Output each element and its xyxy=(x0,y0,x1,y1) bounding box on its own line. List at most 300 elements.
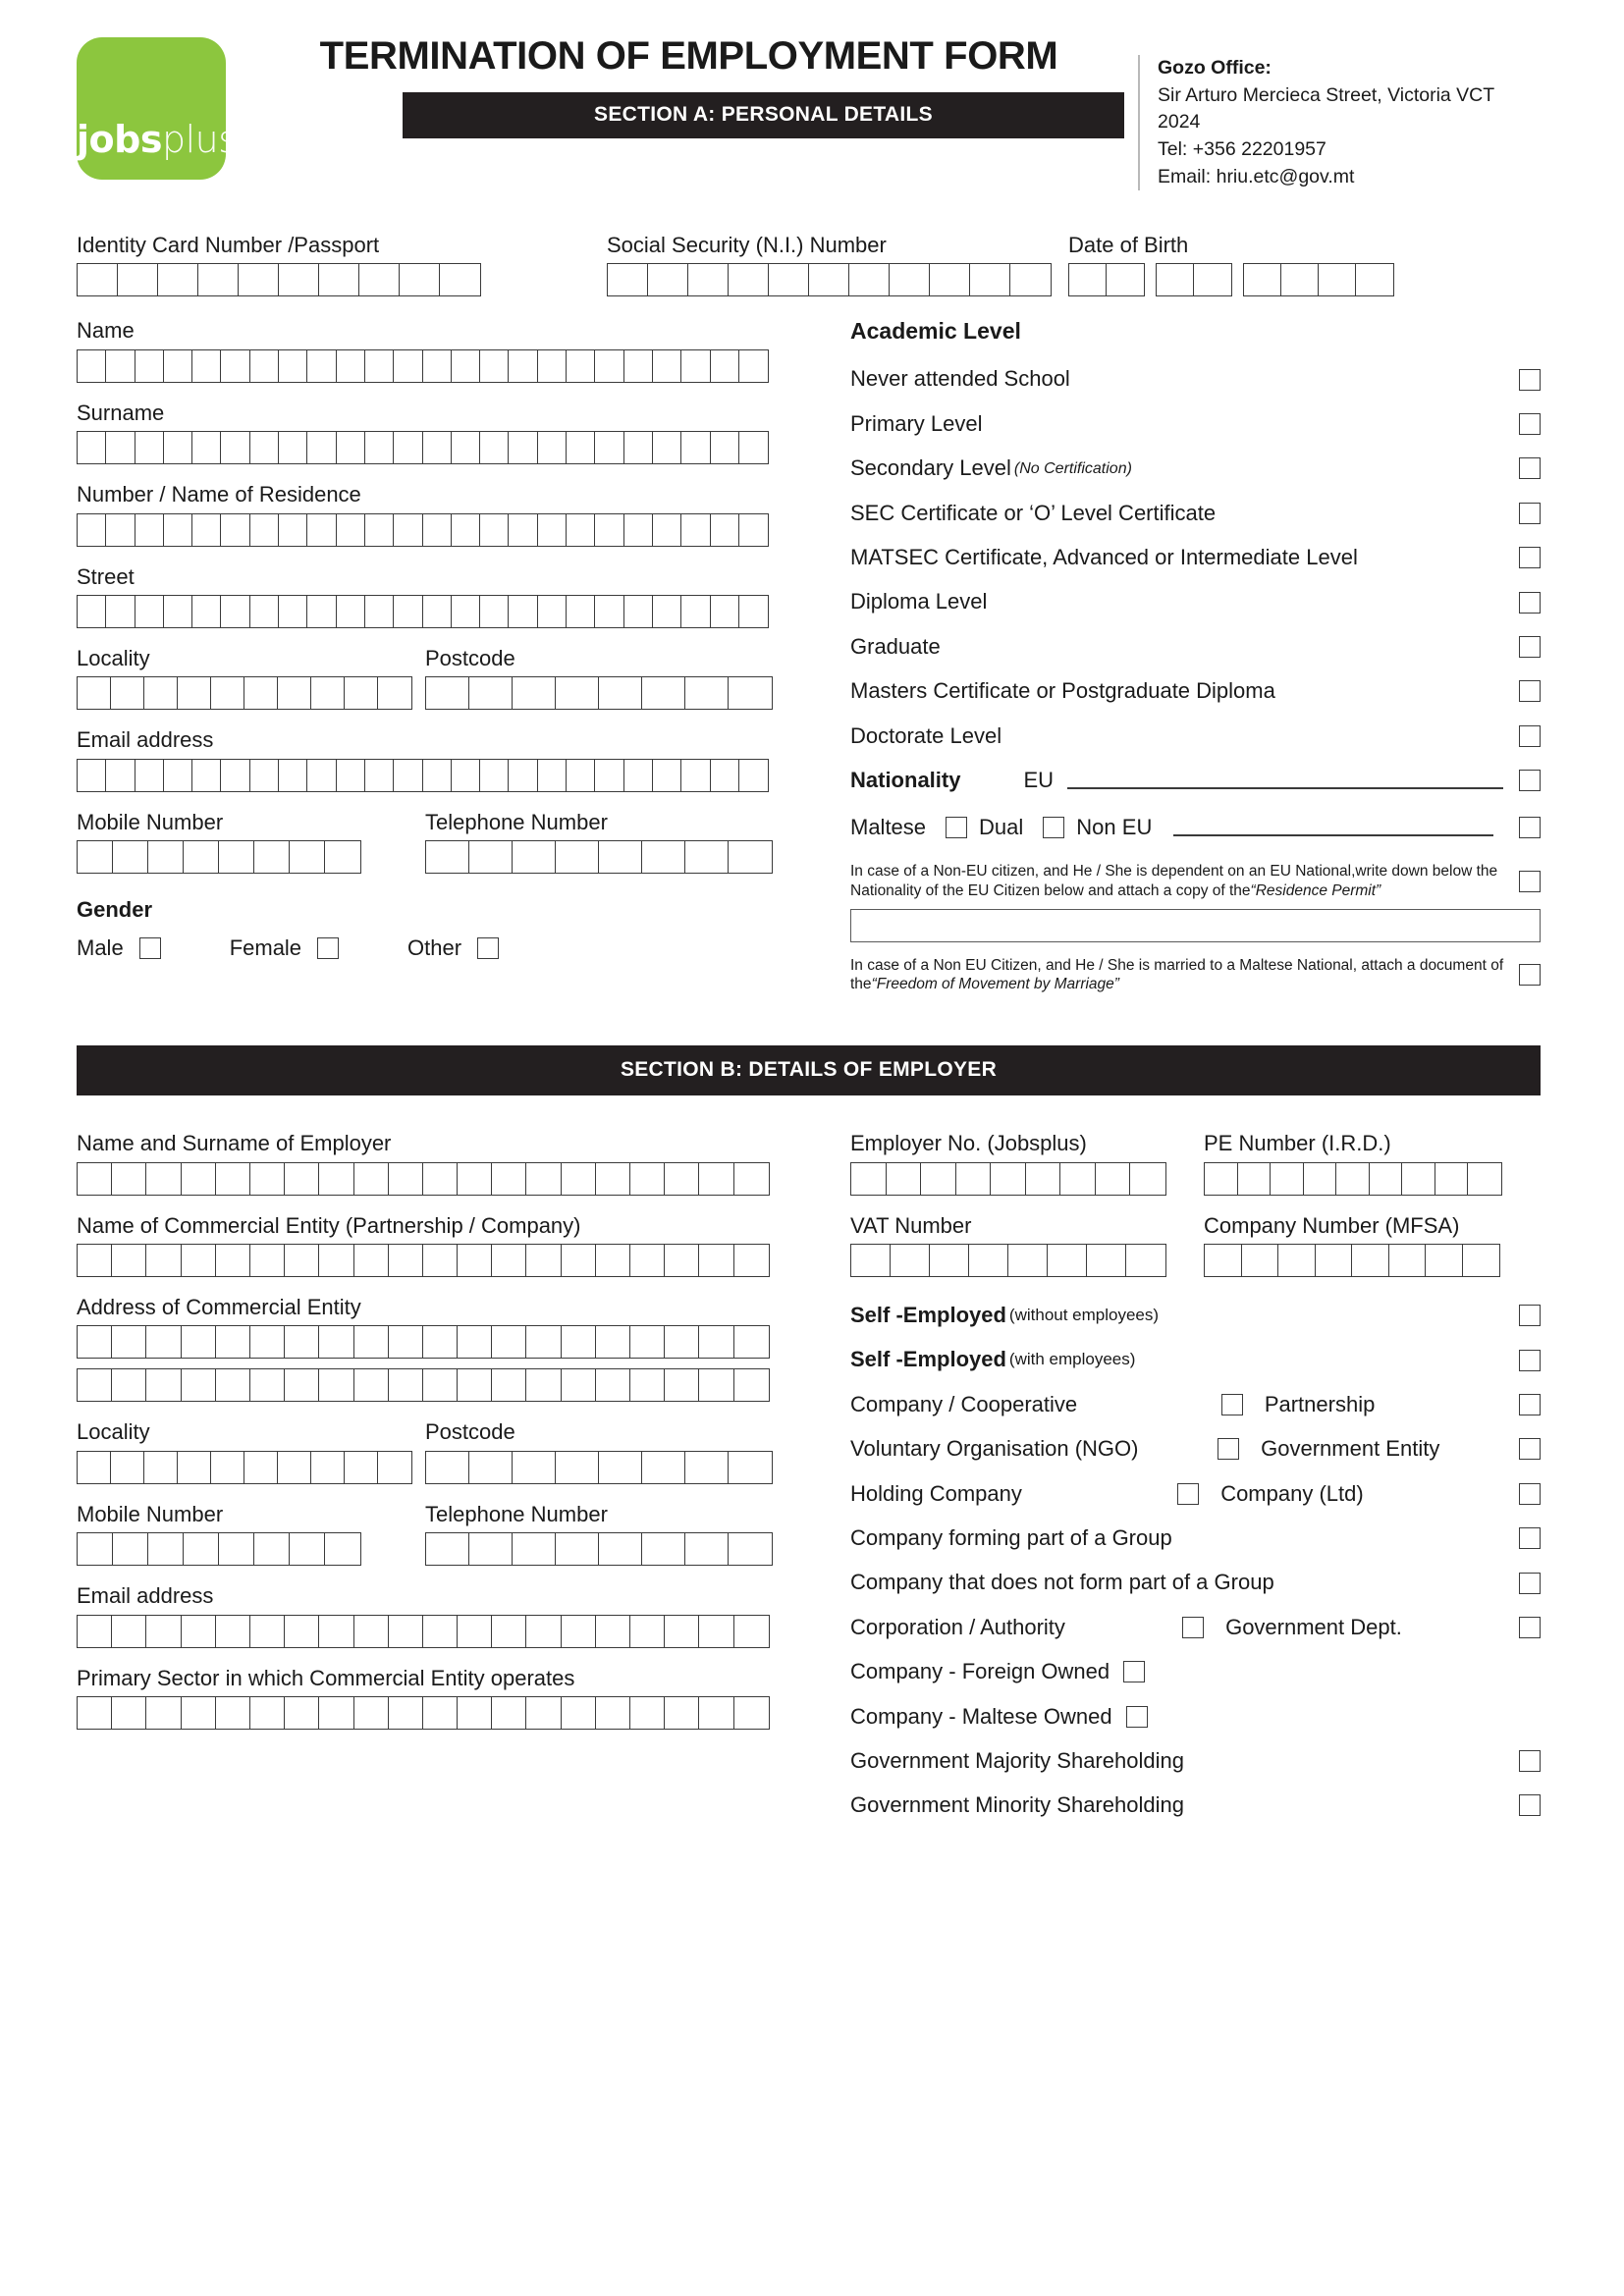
comb-cell[interactable] xyxy=(513,1533,556,1565)
comb-cell[interactable] xyxy=(279,432,307,463)
academic-level-row[interactable] xyxy=(850,723,1541,749)
comb-cell[interactable] xyxy=(492,1616,526,1647)
comb-cell[interactable] xyxy=(219,841,254,873)
comb-cell[interactable] xyxy=(423,1326,458,1358)
telephone-input[interactable] xyxy=(425,840,773,874)
comb-cell[interactable] xyxy=(492,1326,526,1358)
entity-type-row[interactable] xyxy=(850,1748,1541,1774)
entity-type-row[interactable] xyxy=(850,1436,1541,1462)
comb-cell[interactable] xyxy=(278,1452,311,1483)
academic-level-row[interactable] xyxy=(850,545,1541,570)
employer-email-input[interactable] xyxy=(77,1615,770,1648)
gender-male-checkbox[interactable] xyxy=(139,937,161,959)
comb-cell[interactable] xyxy=(599,1452,642,1483)
comb-cell[interactable] xyxy=(681,760,710,791)
comb-cell[interactable] xyxy=(78,1697,112,1729)
comb-cell[interactable] xyxy=(526,1163,561,1195)
comb-cell[interactable] xyxy=(630,1616,665,1647)
comb-cell[interactable] xyxy=(426,841,469,873)
comb-cell[interactable] xyxy=(250,350,279,382)
comb-cell[interactable] xyxy=(78,760,106,791)
entity-type-checkbox-right[interactable] xyxy=(1519,1483,1541,1505)
comb-cell[interactable] xyxy=(624,760,653,791)
comb-cell[interactable] xyxy=(345,1452,378,1483)
comb-cell[interactable] xyxy=(665,1616,699,1647)
comb-cell[interactable] xyxy=(146,1616,181,1647)
comb-cell[interactable] xyxy=(509,596,537,627)
comb-cell[interactable] xyxy=(509,514,537,546)
comb-cell[interactable] xyxy=(112,1326,146,1358)
comb-cell[interactable] xyxy=(699,1163,733,1195)
comb-cell[interactable] xyxy=(365,514,394,546)
entity-type-row[interactable] xyxy=(850,1659,1541,1684)
comb-cell[interactable] xyxy=(423,1369,458,1401)
employer-no-input[interactable] xyxy=(850,1162,1166,1196)
comb-cell[interactable] xyxy=(400,264,440,295)
comb-cell[interactable] xyxy=(182,1245,216,1276)
comb-cell[interactable] xyxy=(1205,1245,1242,1276)
comb-cell[interactable] xyxy=(681,432,710,463)
comb-cell[interactable] xyxy=(146,1697,181,1729)
commercial-entity-address-input-line2[interactable] xyxy=(77,1368,770,1402)
comb-cell[interactable] xyxy=(148,841,184,873)
locality-input[interactable] xyxy=(77,676,412,710)
gender-other-checkbox[interactable] xyxy=(477,937,499,959)
comb-cell[interactable] xyxy=(991,1163,1026,1195)
comb-cell[interactable] xyxy=(1087,1245,1126,1276)
comb-cell[interactable] xyxy=(319,1369,353,1401)
comb-cell[interactable] xyxy=(250,432,279,463)
entity-type-checkbox[interactable] xyxy=(1126,1706,1148,1728)
comb-cell[interactable] xyxy=(285,1616,319,1647)
comb-cell[interactable] xyxy=(1048,1245,1087,1276)
comb-cell[interactable] xyxy=(596,1697,630,1729)
comb-cell[interactable] xyxy=(378,677,411,709)
comb-cell[interactable] xyxy=(699,1245,733,1276)
comb-cell[interactable] xyxy=(1238,1163,1272,1195)
comb-cell[interactable] xyxy=(595,760,623,791)
comb-cell[interactable] xyxy=(1242,1245,1279,1276)
comb-cell[interactable] xyxy=(526,1369,561,1401)
comb-cell[interactable] xyxy=(711,596,739,627)
entity-type-checkbox-left[interactable] xyxy=(1177,1483,1199,1505)
comb-cell[interactable] xyxy=(112,1616,146,1647)
comb-cell[interactable] xyxy=(307,432,336,463)
comb-cell[interactable] xyxy=(354,1163,389,1195)
comb-cell[interactable] xyxy=(556,1452,599,1483)
comb-cell[interactable] xyxy=(556,677,599,709)
comb-cell[interactable] xyxy=(596,1326,630,1358)
comb-cell[interactable] xyxy=(182,1326,216,1358)
comb-cell[interactable] xyxy=(394,760,422,791)
comb-cell[interactable] xyxy=(216,1369,250,1401)
comb-cell[interactable] xyxy=(78,1369,112,1401)
comb-cell[interactable] xyxy=(595,350,623,382)
comb-cell[interactable] xyxy=(685,677,729,709)
entity-type-checkbox-left[interactable] xyxy=(1182,1617,1204,1638)
comb-cell[interactable] xyxy=(423,514,452,546)
entity-type-checkbox[interactable] xyxy=(1519,1527,1541,1549)
comb-cell[interactable] xyxy=(135,514,164,546)
postcode-input[interactable] xyxy=(425,676,773,710)
comb-cell[interactable] xyxy=(596,1245,630,1276)
comb-cell[interactable] xyxy=(164,514,192,546)
comb-cell[interactable] xyxy=(567,760,595,791)
comb-cell[interactable] xyxy=(630,1163,665,1195)
comb-cell[interactable] xyxy=(290,841,325,873)
comb-cell[interactable] xyxy=(146,1326,181,1358)
primary-sector-input[interactable] xyxy=(77,1696,770,1730)
comb-cell[interactable] xyxy=(250,514,279,546)
comb-cell[interactable] xyxy=(458,1697,492,1729)
comb-cell[interactable] xyxy=(319,264,359,295)
comb-cell[interactable] xyxy=(729,1452,772,1483)
comb-cell[interactable] xyxy=(1096,1163,1131,1195)
gender-option-female[interactable] xyxy=(230,935,339,961)
comb-cell[interactable] xyxy=(538,432,567,463)
comb-cell[interactable] xyxy=(562,1245,596,1276)
residence-permit-checkbox[interactable] xyxy=(1519,871,1541,892)
comb-cell[interactable] xyxy=(279,760,307,791)
comb-cell[interactable] xyxy=(1356,264,1393,295)
mobile-input[interactable] xyxy=(77,840,361,874)
comb-cell[interactable] xyxy=(278,677,311,709)
comb-cell[interactable] xyxy=(458,1369,492,1401)
comb-cell[interactable] xyxy=(469,841,513,873)
comb-cell[interactable] xyxy=(423,350,452,382)
academic-level-checkbox[interactable] xyxy=(1519,503,1541,524)
comb-cell[interactable] xyxy=(729,841,772,873)
comb-cell[interactable] xyxy=(78,1616,112,1647)
comb-cell[interactable] xyxy=(1026,1163,1061,1195)
comb-cell[interactable] xyxy=(78,264,118,295)
comb-cell[interactable] xyxy=(337,596,365,627)
comb-cell[interactable] xyxy=(182,1616,216,1647)
comb-cell[interactable] xyxy=(354,1245,389,1276)
comb-cell[interactable] xyxy=(887,1163,922,1195)
comb-cell[interactable] xyxy=(970,264,1010,295)
nationality-dual-checkbox[interactable] xyxy=(946,817,967,838)
comb-cell[interactable] xyxy=(394,432,422,463)
academic-level-checkbox[interactable] xyxy=(1519,369,1541,391)
entity-type-row[interactable] xyxy=(850,1792,1541,1818)
academic-level-checkbox[interactable] xyxy=(1519,457,1541,479)
comb-cell[interactable] xyxy=(311,1452,345,1483)
comb-cell[interactable] xyxy=(78,841,113,873)
comb-cell[interactable] xyxy=(653,432,681,463)
comb-cell[interactable] xyxy=(216,1616,250,1647)
comb-cell[interactable] xyxy=(254,1533,290,1565)
comb-cell[interactable] xyxy=(378,1452,411,1483)
comb-cell[interactable] xyxy=(1107,264,1144,295)
comb-cell[interactable] xyxy=(319,1326,353,1358)
employer-postcode-input[interactable] xyxy=(425,1451,773,1484)
comb-cell[interactable] xyxy=(112,1245,146,1276)
comb-cell[interactable] xyxy=(319,1245,353,1276)
pe-number-input[interactable] xyxy=(1204,1162,1502,1196)
comb-cell[interactable] xyxy=(699,1616,733,1647)
comb-cell[interactable] xyxy=(595,596,623,627)
comb-cell[interactable] xyxy=(1426,1245,1463,1276)
comb-cell[interactable] xyxy=(423,432,452,463)
comb-cell[interactable] xyxy=(526,1245,561,1276)
comb-cell[interactable] xyxy=(1402,1163,1435,1195)
comb-cell[interactable] xyxy=(665,1369,699,1401)
comb-cell[interactable] xyxy=(319,1163,353,1195)
company-number-input[interactable] xyxy=(1204,1244,1500,1277)
comb-cell[interactable] xyxy=(192,760,221,791)
comb-cell[interactable] xyxy=(354,1697,389,1729)
comb-cell[interactable] xyxy=(599,1533,642,1565)
academic-level-row[interactable] xyxy=(850,678,1541,704)
comb-cell[interactable] xyxy=(699,1369,733,1401)
comb-cell[interactable] xyxy=(630,1697,665,1729)
entity-type-checkbox[interactable] xyxy=(1519,1573,1541,1594)
comb-cell[interactable] xyxy=(144,677,178,709)
comb-cell[interactable] xyxy=(769,264,809,295)
academic-level-row[interactable] xyxy=(850,411,1541,437)
comb-cell[interactable] xyxy=(665,1326,699,1358)
comb-cell[interactable] xyxy=(354,1326,389,1358)
comb-cell[interactable] xyxy=(354,1369,389,1401)
comb-cell[interactable] xyxy=(1304,1163,1337,1195)
comb-cell[interactable] xyxy=(729,264,769,295)
comb-cell[interactable] xyxy=(285,1163,319,1195)
comb-cell[interactable] xyxy=(1336,1163,1370,1195)
comb-cell[interactable] xyxy=(509,432,537,463)
comb-cell[interactable] xyxy=(469,1533,513,1565)
comb-cell[interactable] xyxy=(595,514,623,546)
comb-cell[interactable] xyxy=(285,1369,319,1401)
comb-cell[interactable] xyxy=(452,596,480,627)
street-input[interactable] xyxy=(77,595,769,628)
comb-cell[interactable] xyxy=(480,514,509,546)
entity-type-checkbox-right[interactable] xyxy=(1519,1438,1541,1460)
entity-type-checkbox[interactable] xyxy=(1519,1794,1541,1816)
comb-cell[interactable] xyxy=(480,596,509,627)
comb-cell[interactable] xyxy=(538,350,567,382)
comb-cell[interactable] xyxy=(1278,1245,1316,1276)
comb-cell[interactable] xyxy=(711,760,739,791)
comb-cell[interactable] xyxy=(526,1697,561,1729)
comb-cell[interactable] xyxy=(307,596,336,627)
comb-cell[interactable] xyxy=(685,1452,729,1483)
comb-cell[interactable] xyxy=(389,1245,423,1276)
comb-cell[interactable] xyxy=(426,1452,469,1483)
comb-cell[interactable] xyxy=(389,1326,423,1358)
comb-cell[interactable] xyxy=(851,1245,891,1276)
comb-cell[interactable] xyxy=(106,350,135,382)
comb-cell[interactable] xyxy=(567,596,595,627)
comb-cell[interactable] xyxy=(78,432,106,463)
comb-cell[interactable] xyxy=(492,1369,526,1401)
comb-cell[interactable] xyxy=(538,760,567,791)
gender-option-male[interactable] xyxy=(77,935,161,961)
comb-cell[interactable] xyxy=(665,1245,699,1276)
entity-type-checkbox-left[interactable] xyxy=(1221,1394,1243,1415)
comb-cell[interactable] xyxy=(111,1452,144,1483)
comb-cell[interactable] xyxy=(178,1452,211,1483)
comb-cell[interactable] xyxy=(216,1326,250,1358)
comb-cell[interactable] xyxy=(1069,264,1107,295)
comb-cell[interactable] xyxy=(182,1697,216,1729)
comb-cell[interactable] xyxy=(394,514,422,546)
comb-cell[interactable] xyxy=(78,514,106,546)
residence-input[interactable] xyxy=(77,513,769,547)
comb-cell[interactable] xyxy=(239,264,279,295)
comb-cell[interactable] xyxy=(285,1326,319,1358)
comb-cell[interactable] xyxy=(221,760,249,791)
comb-cell[interactable] xyxy=(458,1163,492,1195)
comb-cell[interactable] xyxy=(250,1326,285,1358)
comb-cell[interactable] xyxy=(596,1369,630,1401)
comb-cell[interactable] xyxy=(216,1245,250,1276)
comb-cell[interactable] xyxy=(118,264,158,295)
entity-type-checkbox[interactable] xyxy=(1519,1750,1541,1772)
comb-cell[interactable] xyxy=(1126,1245,1165,1276)
comb-cell[interactable] xyxy=(106,596,135,627)
employer-locality-input[interactable] xyxy=(77,1451,412,1484)
comb-cell[interactable] xyxy=(389,1616,423,1647)
comb-cell[interactable] xyxy=(642,677,685,709)
comb-cell[interactable] xyxy=(1281,264,1319,295)
nationality-eu-checkbox[interactable] xyxy=(1519,770,1541,791)
comb-cell[interactable] xyxy=(567,350,595,382)
comb-cell[interactable] xyxy=(337,350,365,382)
comb-cell[interactable] xyxy=(244,1452,278,1483)
comb-cell[interactable] xyxy=(216,1697,250,1729)
academic-level-row[interactable] xyxy=(850,501,1541,526)
comb-cell[interactable] xyxy=(112,1163,146,1195)
entity-type-row[interactable] xyxy=(850,1615,1541,1640)
comb-cell[interactable] xyxy=(930,1245,969,1276)
comb-cell[interactable] xyxy=(734,1326,769,1358)
entity-type-checkbox[interactable] xyxy=(1519,1305,1541,1326)
comb-cell[interactable] xyxy=(567,432,595,463)
comb-cell[interactable] xyxy=(1316,1245,1353,1276)
comb-cell[interactable] xyxy=(365,350,394,382)
vat-number-input[interactable] xyxy=(850,1244,1166,1277)
comb-cell[interactable] xyxy=(164,760,192,791)
comb-cell[interactable] xyxy=(624,350,653,382)
comb-cell[interactable] xyxy=(642,1533,685,1565)
comb-cell[interactable] xyxy=(469,1452,513,1483)
comb-cell[interactable] xyxy=(337,514,365,546)
comb-cell[interactable] xyxy=(452,514,480,546)
comb-cell[interactable] xyxy=(221,514,249,546)
comb-cell[interactable] xyxy=(78,596,106,627)
comb-cell[interactable] xyxy=(250,760,279,791)
comb-cell[interactable] xyxy=(1370,1163,1403,1195)
comb-cell[interactable] xyxy=(307,514,336,546)
entity-type-checkbox[interactable] xyxy=(1123,1661,1145,1682)
comb-cell[interactable] xyxy=(250,1163,285,1195)
comb-cell[interactable] xyxy=(665,1697,699,1729)
comb-cell[interactable] xyxy=(562,1616,596,1647)
comb-cell[interactable] xyxy=(596,1616,630,1647)
comb-cell[interactable] xyxy=(562,1163,596,1195)
entity-type-row[interactable] xyxy=(850,1704,1541,1730)
gender-female-checkbox[interactable] xyxy=(317,937,339,959)
comb-cell[interactable] xyxy=(890,264,930,295)
comb-cell[interactable] xyxy=(146,1369,181,1401)
comb-cell[interactable] xyxy=(653,350,681,382)
comb-cell[interactable] xyxy=(699,1326,733,1358)
email-input[interactable] xyxy=(77,759,769,792)
comb-cell[interactable] xyxy=(184,1533,219,1565)
comb-cell[interactable] xyxy=(198,264,239,295)
nationality-noneu-write-in[interactable] xyxy=(1173,819,1493,836)
entity-type-checkbox[interactable] xyxy=(1519,1350,1541,1371)
comb-cell[interactable] xyxy=(809,264,849,295)
comb-cell[interactable] xyxy=(681,514,710,546)
id-card-input[interactable] xyxy=(77,263,481,296)
comb-cell[interactable] xyxy=(699,1697,733,1729)
comb-cell[interactable] xyxy=(458,1616,492,1647)
comb-cell[interactable] xyxy=(562,1697,596,1729)
comb-cell[interactable] xyxy=(337,432,365,463)
employer-mobile-input[interactable] xyxy=(77,1532,361,1566)
entity-type-row[interactable] xyxy=(850,1303,1541,1328)
academic-level-row[interactable] xyxy=(850,589,1541,614)
comb-cell[interactable] xyxy=(653,514,681,546)
comb-cell[interactable] xyxy=(285,1245,319,1276)
comb-cell[interactable] xyxy=(78,350,106,382)
employer-name-input[interactable] xyxy=(77,1162,770,1196)
comb-cell[interactable] xyxy=(426,1533,469,1565)
comb-cell[interactable] xyxy=(480,350,509,382)
comb-cell[interactable] xyxy=(389,1369,423,1401)
comb-cell[interactable] xyxy=(681,350,710,382)
comb-cell[interactable] xyxy=(653,596,681,627)
comb-cell[interactable] xyxy=(1157,264,1194,295)
comb-cell[interactable] xyxy=(192,432,221,463)
social-security-input[interactable] xyxy=(607,263,1052,296)
comb-cell[interactable] xyxy=(365,432,394,463)
comb-cell[interactable] xyxy=(562,1369,596,1401)
comb-cell[interactable] xyxy=(538,514,567,546)
comb-cell[interactable] xyxy=(178,677,211,709)
comb-cell[interactable] xyxy=(423,1697,458,1729)
comb-cell[interactable] xyxy=(78,1326,112,1358)
comb-cell[interactable] xyxy=(354,1616,389,1647)
comb-cell[interactable] xyxy=(653,760,681,791)
entity-type-row[interactable] xyxy=(850,1347,1541,1372)
comb-cell[interactable] xyxy=(1205,1163,1238,1195)
comb-cell[interactable] xyxy=(630,1369,665,1401)
comb-cell[interactable] xyxy=(158,264,198,295)
comb-cell[interactable] xyxy=(595,432,623,463)
comb-cell[interactable] xyxy=(250,1697,285,1729)
comb-cell[interactable] xyxy=(389,1163,423,1195)
academic-level-checkbox[interactable] xyxy=(1519,592,1541,614)
comb-cell[interactable] xyxy=(182,1163,216,1195)
comb-cell[interactable] xyxy=(365,596,394,627)
entity-type-row[interactable] xyxy=(850,1481,1541,1507)
comb-cell[interactable] xyxy=(711,350,739,382)
comb-cell[interactable] xyxy=(665,1163,699,1195)
comb-cell[interactable] xyxy=(106,514,135,546)
comb-cell[interactable] xyxy=(556,1533,599,1565)
comb-cell[interactable] xyxy=(345,677,378,709)
comb-cell[interactable] xyxy=(509,350,537,382)
comb-cell[interactable] xyxy=(78,677,111,709)
comb-cell[interactable] xyxy=(1008,1245,1048,1276)
comb-cell[interactable] xyxy=(164,596,192,627)
comb-cell[interactable] xyxy=(509,760,537,791)
comb-cell[interactable] xyxy=(144,1452,178,1483)
comb-cell[interactable] xyxy=(492,1245,526,1276)
